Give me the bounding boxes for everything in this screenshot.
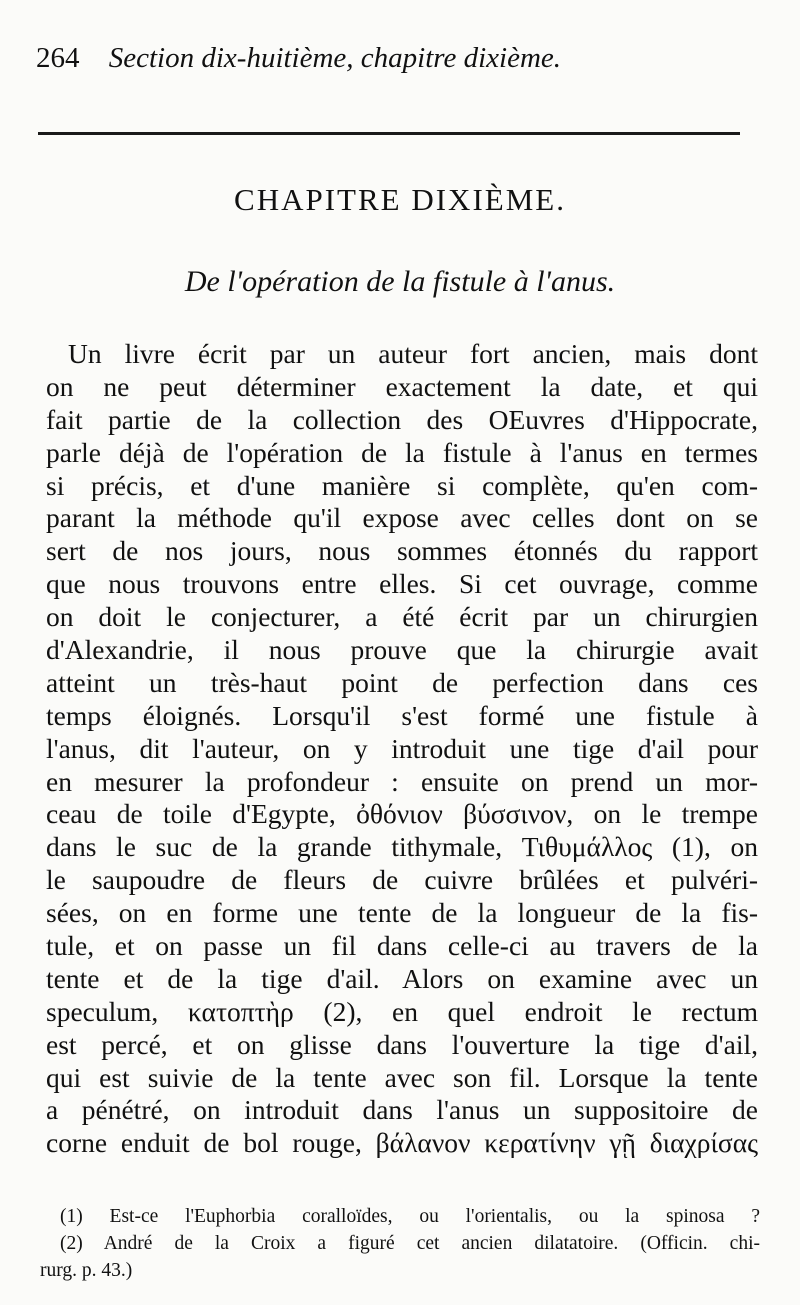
footnote-1: (1) Est-ce l'Euphorbia coralloïdes, ou l'orientalis, ou la spinosa ?	[60, 1206, 760, 1227]
footnotes	[40, 1203, 760, 1284]
page-number: 264	[36, 42, 80, 74]
body-line: sert de nos jours, nous sommes étonnés du rapport	[46, 535, 758, 567]
body-line: si précis, et d'une manière si complète, qu'en com-	[46, 469, 758, 501]
body-line: parle déjà de l'opération de la fistule à l'anus en termes	[46, 436, 758, 468]
body-line: atteint un très-haut point de perfection dans ces	[46, 666, 758, 698]
body-line: le saupoudre de fleurs de cuivre brûlées et pulvéri-	[46, 864, 758, 896]
body-line: parant la méthode qu'il expose avec celles dont on se	[46, 502, 758, 534]
header-rule	[38, 132, 740, 135]
body-line: l'anus, dit l'auteur, on y introduit une tige d'ail pour	[46, 732, 758, 764]
chapter-subtitle: De l'opération de la fistule à l'anus.	[184, 265, 616, 298]
chapter-title: CHAPITRE DIXIÈME.	[234, 182, 566, 217]
body-line: sées, on en forme une tente de la longueur de la fis-	[46, 897, 758, 929]
body-line: Un livre écrit par un auteur fort ancien, mais dont	[68, 338, 758, 369]
body-line: est percé, et on glisse dans l'ouverture la tige d'ail,	[46, 1028, 758, 1060]
body-line: en mesurer la profondeur : ensuite on prend un mor-	[46, 765, 758, 797]
body-line: tule, et on passe un fil dans celle-ci au travers de la	[46, 930, 758, 962]
body-line: tente et de la tige d'ail. Alors on examine avec un	[46, 962, 758, 994]
body-line: d'Alexandrie, il nous prouve que la chirurgie avait	[46, 634, 758, 666]
running-head	[36, 40, 756, 76]
body-line: a pénétré, on introduit dans l'anus un suppositoire de	[46, 1094, 758, 1126]
body-line: que nous trouvons entre elles. Si cet ouvrage, comme	[46, 568, 758, 600]
body-text	[46, 338, 758, 1160]
body-line: qui est suivie de la tente avec son fil. Lorsque la tente	[46, 1061, 758, 1093]
footnote-2: (2) André de la Croix a figuré cet ancien dilatatoire. (Officin. chi-	[60, 1233, 760, 1254]
body-line: on ne peut déterminer exactement la date, et qui	[46, 370, 758, 402]
body-line: temps éloignés. Lorsqu'il s'est formé une fistule à	[46, 699, 758, 731]
body-line: speculum, κατοπτὴρ (2), en quel endroit le rectum	[46, 995, 758, 1027]
body-line: ceau de toile d'Egypte, ὀθόνιον βύσσινον, on le trempe	[46, 798, 758, 830]
body-line: corne enduit de bol rouge, βάλανον κερατίνην γῇ διαχρίσας	[46, 1127, 758, 1159]
body-line: dans le suc de la grande tithymale, Τιθυμάλλος (1), on	[46, 831, 758, 863]
body-line: on doit le conjecturer, a été écrit par un chirurgien	[46, 601, 758, 633]
running-head-title: Section dix-huitième, chapitre dixième.	[108, 42, 562, 74]
body-line: fait partie de la collection des OEuvres d'Hippocrate,	[46, 403, 758, 435]
footnote-2-continuation: rurg. p. 43.)	[40, 1260, 133, 1281]
